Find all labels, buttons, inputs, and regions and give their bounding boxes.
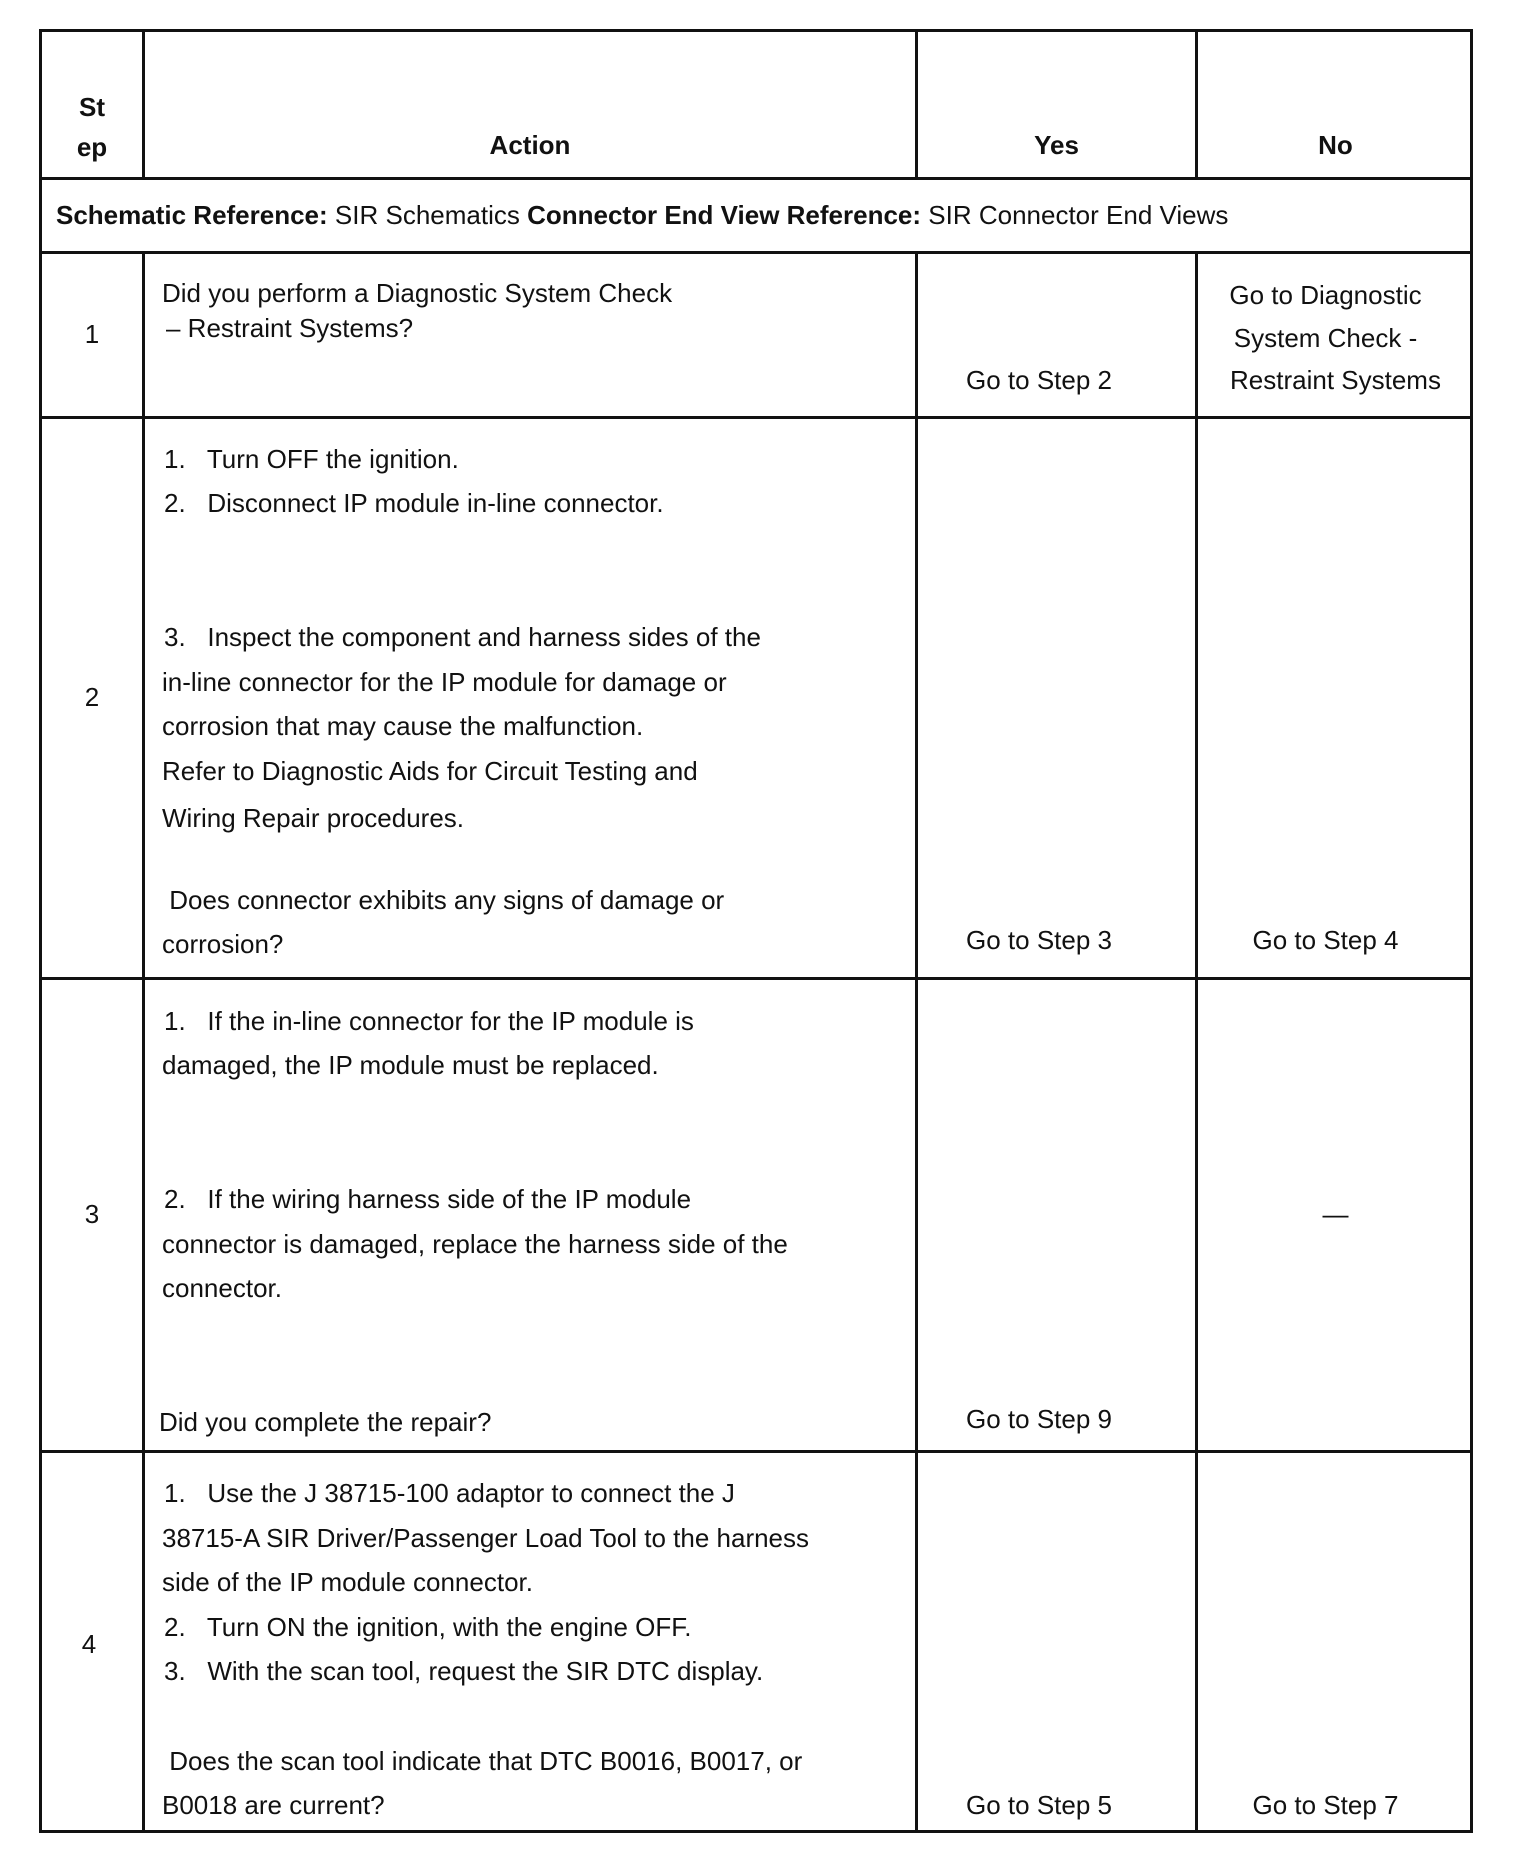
action-line: 38715-A SIR Driver/Passenger Load Tool to the harness <box>162 1523 810 1553</box>
action-line: Did you complete the repair? <box>159 1407 492 1437</box>
action-line: – Restraint Systems? <box>166 313 414 343</box>
yes-result: Go to Step 5 <box>966 1790 1112 1820</box>
no-result: Go to Step 7 <box>1252 1790 1399 1820</box>
yes-result: Go to Step 2 <box>966 365 1112 395</box>
row-divider <box>42 977 1470 980</box>
action-line: damaged, the IP module must be replaced. <box>162 1050 659 1080</box>
column-divider <box>915 251 918 1830</box>
action-line: Refer to Diagnostic Aids for Circuit Testing and <box>162 756 698 786</box>
step-number: 4 <box>81 1629 97 1659</box>
yes-result: Go to Step 9 <box>966 1404 1112 1434</box>
step-number: 1 <box>84 319 100 349</box>
header-step <box>42 92 142 162</box>
action-line: in-line connector for the IP module for damage or <box>162 667 727 697</box>
schematic-reference-value: SIR Schematics <box>327 200 528 230</box>
header-yes: Yes <box>1034 130 1079 160</box>
step-number: 2 <box>84 682 100 712</box>
row-divider <box>42 251 1470 254</box>
action-line: connector. <box>162 1273 282 1303</box>
action-line: 1. Turn OFF the ignition. <box>164 444 459 474</box>
action-line: corrosion that may cause the malfunction. <box>162 711 644 741</box>
action-line: 1. If the in-line connector for the IP module is <box>164 1006 694 1036</box>
connector-reference-value: SIR Connector End Views <box>921 200 1229 230</box>
action-line: side of the IP module connector. <box>162 1567 533 1597</box>
action-line: Does the scan tool indicate that DTC B0016, B0017, or <box>162 1746 803 1776</box>
header-step-line1: St <box>79 92 105 122</box>
no-result-line: Restraint Systems <box>1230 365 1441 395</box>
header-step-line2: ep <box>76 132 108 162</box>
action-line: 2. Disconnect IP module in-line connector. <box>164 488 664 518</box>
no-result: — <box>1322 1199 1349 1229</box>
reference-line <box>56 200 1228 230</box>
row-divider <box>42 1450 1470 1453</box>
action-line: Does connector exhibits any signs of damage or <box>162 885 725 915</box>
action-line: Did you perform a Diagnostic System Check <box>162 278 673 308</box>
header-no: No <box>1318 130 1353 160</box>
step-number: 3 <box>84 1199 100 1229</box>
action-line: 1. Use the J 38715-100 adaptor to connect the J <box>164 1478 735 1508</box>
connector-reference-label: Connector End View Reference: <box>527 200 922 230</box>
action-line: corrosion? <box>162 929 284 959</box>
action-line: 2. If the wiring harness side of the IP module <box>164 1184 692 1214</box>
action-line: 3. With the scan tool, request the SIR DTC display. <box>164 1656 764 1686</box>
row-divider <box>42 416 1470 419</box>
yes-result: Go to Step 3 <box>966 925 1112 955</box>
row-divider <box>42 177 1470 180</box>
action-line: connector is damaged, replace the harness side of the <box>162 1229 788 1259</box>
column-divider <box>142 251 145 1830</box>
column-divider <box>1195 251 1198 1830</box>
action-line: 2. Turn ON the ignition, with the engine OFF. <box>164 1612 692 1642</box>
action-line: B0018 are current? <box>162 1790 385 1820</box>
no-result: Go to Step 4 <box>1252 925 1399 955</box>
action-line: 3. Inspect the component and harness sides of the <box>164 622 761 652</box>
no-result-line: System Check - <box>1233 323 1418 353</box>
header-action: Action <box>489 130 571 160</box>
no-result-line: Go to Diagnostic <box>1229 280 1422 310</box>
action-line: Wiring Repair procedures. <box>162 803 465 833</box>
diagnostic-table <box>39 29 1473 1833</box>
schematic-reference-label: Schematic Reference: <box>56 200 328 230</box>
